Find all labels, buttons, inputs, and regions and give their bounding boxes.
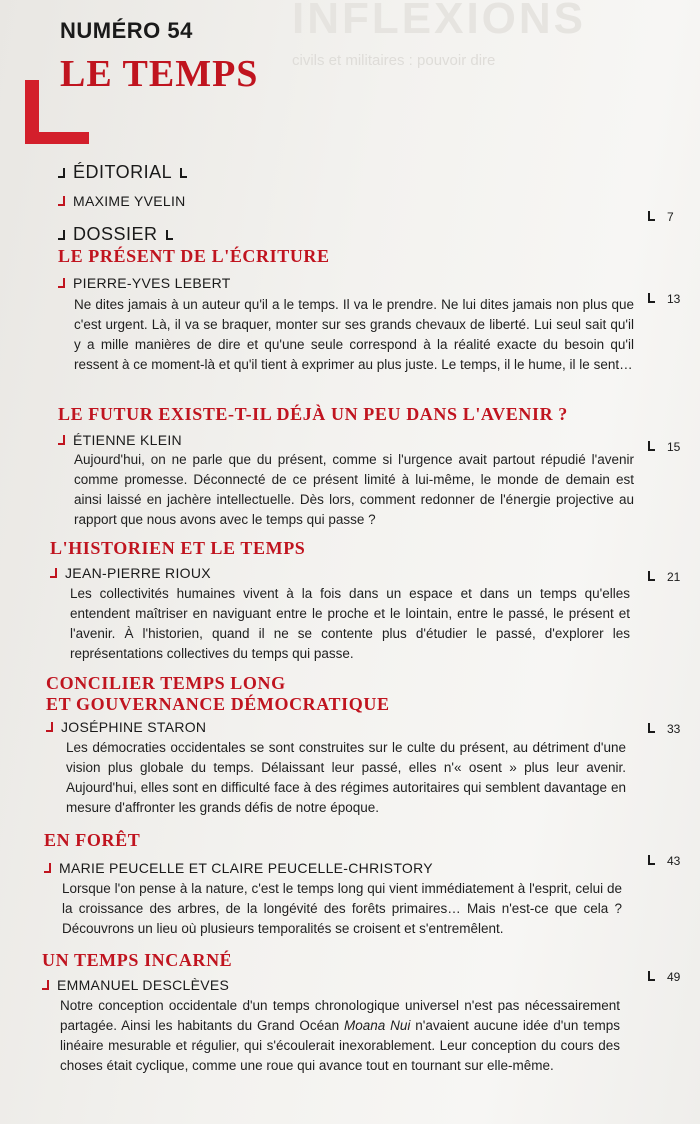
corner-bullet-icon	[58, 168, 65, 178]
corner-bullet-icon	[648, 571, 655, 581]
corner-bullet-icon	[648, 723, 655, 733]
italic-term: Moana Nui	[343, 1018, 411, 1033]
editorial-label: ÉDITORIAL	[58, 162, 187, 183]
article-author: EMMANUEL DESCLÈVES	[42, 977, 229, 993]
article-heading: EN FORÊT	[44, 830, 141, 850]
article-heading: LE PRÉSENT DE L'ÉCRITURE	[58, 246, 330, 266]
article-page-number: 49	[648, 970, 680, 984]
article-page-number: 33	[648, 722, 680, 736]
corner-bullet-icon	[648, 971, 655, 981]
article-author: MARIE PEUCELLE ET CLAIRE PEUCELLE-CHRISTORY	[44, 860, 433, 876]
red-bullet-icon	[58, 278, 65, 288]
red-bullet-icon	[42, 980, 49, 990]
corner-bullet-icon	[648, 855, 655, 865]
corner-bullet-icon	[648, 441, 655, 451]
red-bullet-icon	[46, 722, 53, 732]
red-bullet-icon	[44, 863, 51, 873]
article-heading: LE FUTUR EXISTE-T-IL DÉJÀ UN PEU DANS L'AVENIR ?	[58, 404, 568, 424]
dossier-label: DOSSIER	[58, 224, 173, 245]
article-page-number: 21	[648, 570, 680, 584]
article-summary: Les collectivités humaines vivent à la fois dans un espace et dans un temps qu'elles entendent maîtriser en naviguant entre le proche et le lointain, entre le passé, le présent et l'avenir. À l'historien, quand il ne se contente plus d'étudier le passé, d'explorer les représentations collectives du temps qui passe.	[70, 586, 630, 661]
article-heading: L'HISTORIEN ET LE TEMPS	[50, 538, 306, 558]
article-heading-line-1: CONCILIER TEMPS LONG	[46, 673, 286, 693]
editorial-author: MAXIME YVELIN	[58, 193, 186, 209]
article-summary: Les démocraties occidentales se sont construites sur le culte du présent, au détriment d'une vision plus globale du temps. Délaissant leur passé, elles n'« osent » plus leur avenir. Aujourd'hui, elles sont en difficulté face à des régimes autoritaires qui semblent davantage en mesure d'affronter les grands défis de notre époque.	[66, 740, 626, 815]
corner-bullet-icon	[58, 230, 65, 240]
red-bullet-icon	[50, 568, 57, 578]
article-page-number: 13	[648, 292, 680, 306]
corner-bullet-icon	[180, 168, 187, 178]
red-bullet-icon	[58, 435, 65, 445]
page-title: LE TEMPS	[60, 53, 259, 95]
corner-bullet-icon	[648, 211, 655, 221]
article-heading-line-2: ET GOUVERNANCE DÉMOCRATIQUE	[46, 694, 390, 714]
article-summary: Notre conception occidentale d'un temps chronologique universel n'est pas nécessairement partagée. Ainsi les habitants du Grand Océan Moana Nui n'avaient aucune idée d'un temps linéaire mesurable et régulier, qui s'écoulerait inexorablement. Leur conception du cours des choses était cyclique, comme une roue qui avance tout en tournant sur elle-même.	[60, 998, 620, 1073]
article-summary: Lorsque l'on pense à la nature, c'est le temps long qui vient immédiatement à l'esprit, celui de la croissance des arbres, de la longévité des forêts primaires… Mais n'est-ce que cela ? Découvrons un lieu où plusieurs temporalités se croisent et s'entremêlent.	[62, 881, 622, 936]
article-page-number: 43	[648, 854, 680, 868]
article-author: PIERRE-YVES LEBERT	[58, 275, 231, 291]
issue-number: NUMÉRO 54	[60, 18, 193, 43]
article-author: JEAN-PIERRE RIOUX	[50, 565, 211, 581]
article-author: ÉTIENNE KLEIN	[58, 432, 182, 448]
article-heading: UN TEMPS INCARNÉ	[42, 950, 233, 970]
red-bullet-icon	[58, 196, 65, 206]
corner-bullet-icon	[166, 230, 173, 240]
background-ghost-title: INFLEXIONS	[292, 0, 587, 43]
article-author: JOSÉPHINE STARON	[46, 719, 206, 735]
editorial-page-number: 7	[648, 210, 674, 224]
article-summary: Ne dites jamais à un auteur qu'il a le temps. Il va le prendre. Ne lui dites jamais non plus que c'est urgent. Là, il va se braquer, monter sur ses grands chevaux de liberté. Lui seul sait qu'il y a mille manières de dire et qu'une seule correspond à la réalité exacte du besoin qu'il ressent à ce moment-là et qu'il tient à exprimer au plus juste. Le temps, il le hume, il le sent…	[74, 297, 634, 372]
article-page-number: 15	[648, 440, 680, 454]
corner-bullet-icon	[648, 293, 655, 303]
background-ghost-subtitle: civils et militaires : pouvoir dire	[292, 52, 496, 69]
article-summary: Aujourd'hui, on ne parle que du présent, comme si l'urgence avait partout répudié l'avenir comme promesse. Déconnecté de ce présent limité à lui-même, le monde de demain est ainsi laissé en jachère intellectuelle. Dès lors, comment redonner de l'énergie projective au rapport que nous avons avec le temps qui passe ?	[74, 452, 634, 527]
